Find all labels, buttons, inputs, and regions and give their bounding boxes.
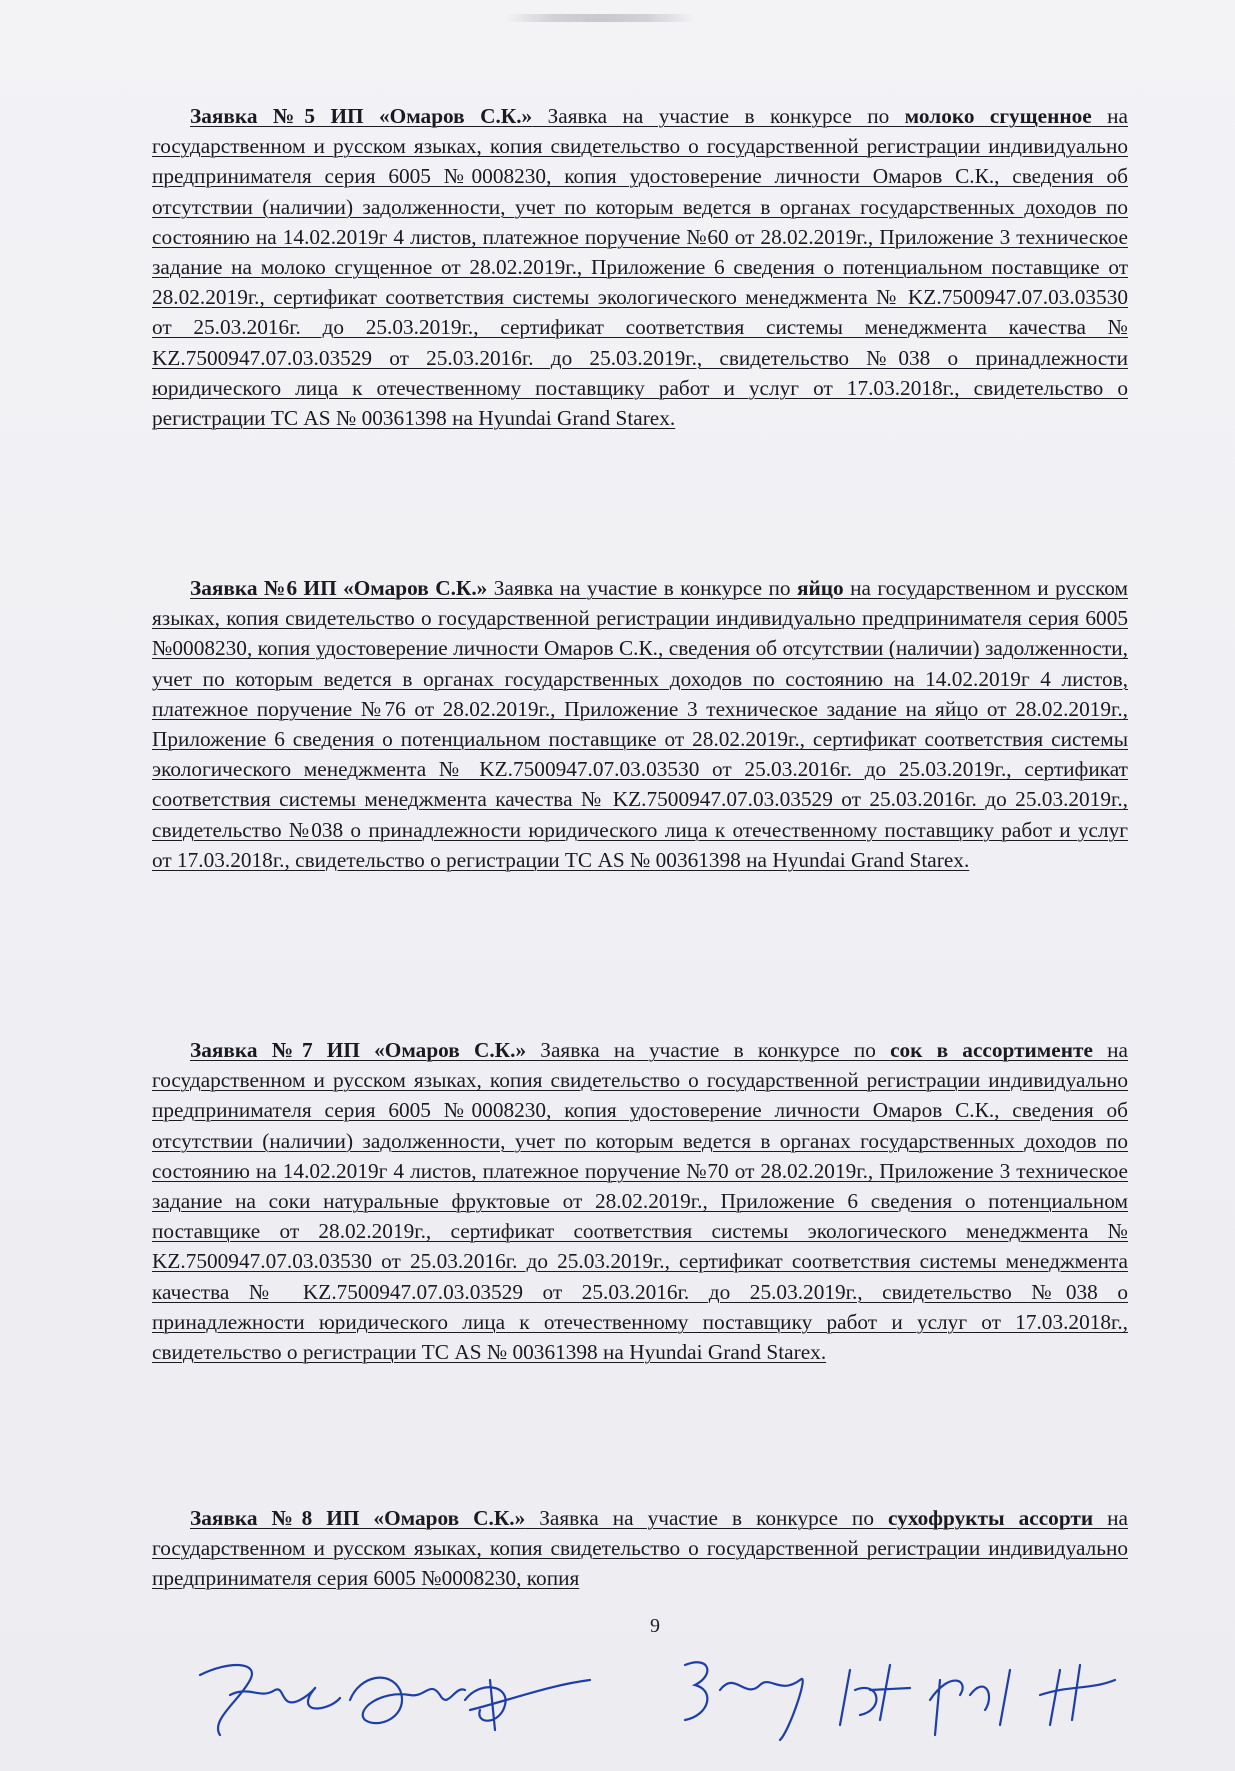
application-paragraph-7 bbox=[152, 1035, 1128, 1367]
application-item: молоко сгущенное bbox=[904, 104, 1092, 128]
application-item: яйцо bbox=[796, 576, 844, 600]
application-label: Заявка №5 ИП «Омаров С.К.» bbox=[190, 104, 533, 128]
application-text: Заявка на участие в конкурсе по bbox=[525, 1506, 888, 1530]
application-text: Заявка на участие в конкурсе по bbox=[487, 576, 797, 600]
application-text: Заявка на участие в конкурсе по bbox=[532, 104, 905, 128]
application-label: Заявка №8 ИП «Омаров С.К.» bbox=[190, 1506, 526, 1530]
signature-5 bbox=[840, 1665, 910, 1725]
application-paragraph-8 bbox=[152, 1503, 1128, 1594]
signature-1 bbox=[200, 1665, 340, 1735]
application-paragraph-5 bbox=[152, 101, 1128, 433]
application-label: Заявка №6 ИП «Омаров С.К.» bbox=[190, 576, 488, 600]
signature-7 bbox=[1040, 1665, 1115, 1725]
scan-mark bbox=[505, 14, 695, 22]
application-text: Заявка на участие в конкурсе по bbox=[526, 1038, 891, 1062]
application-text: на государственном и русском языках, копия свидетельство о государственной регистрации индивидуально предпринимателя серия 6005 №0008230, копия удостоверение личности Омаров С.К., сведения об отсутствии (наличии) задолженности, учет по которым ведется в органах государственных доходов по состоянию на 14.02.2019г 4 листов, платежное поручение №60 от 28.02.2019г., Приложение 3 техническое задание на молоко сгущенное от 28.02.2019г., Приложение 6 сведения о потенциальном поставщике от 28.02.2019г., сертификат соответствия системы экологического менеджмента № KZ.7500947.07.03.03530 от 25.03.2016г. до 25.03.2019г., сертификат соответствия системы менеджмента качества № KZ.7500947.07.03.03529 от 25.03.2016г. до 25.03.2019г., свидетельство №038 о принадлежности юридического лица к отечественному поставщику работ и услуг от 17.03.2018г., свидетельство о регистрации ТС AS № 00361398 на Hyundai Grand Starex. bbox=[152, 104, 1128, 431]
signature-3 bbox=[465, 1680, 590, 1730]
application-paragraph-6 bbox=[152, 573, 1128, 875]
application-text: на государственном и русском языках, копия свидетельство о государственной регистрации индивидуально предпринимателя серия 6005 №0008230, копия bbox=[152, 1506, 1128, 1591]
signatures bbox=[190, 1640, 1150, 1750]
application-label: Заявка №7 ИП «Омаров С.К.» bbox=[190, 1038, 527, 1062]
signature-6 bbox=[930, 1670, 1010, 1735]
application-text: на государственном и русском языках, копия свидетельство о государственной регистрации индивидуально предпринимателя серия 6005 №0008230, копия удостоверение личности Омаров С.К., сведения об отсутствии (наличии) задолженности, учет по которым ведется в органах государственных доходов по состоянию на 14.02.2019г 4 листов, платежное поручение №76 от 28.02.2019г., Приложение 3 техническое задание на яйцо от 28.02.2019г., Приложение 6 сведения о потенциальном поставщике от 28.02.2019г., сертификат соответствия системы экологического менеджмента № KZ.7500947.07.03.03530 от 25.03.2016г. до 25.03.2019г., сертификат соответствия системы менеджмента качества № KZ.7500947.07.03.03529 от 25.03.2016г. до 25.03.2019г., свидетельство №038 о принадлежности юридического лица к отечественному поставщику работ и услуг от 17.03.2018г., свидетельство о регистрации ТС AS № 00361398 на Hyundai Grand Starex. bbox=[152, 576, 1128, 872]
application-item: сок в ассортименте bbox=[890, 1038, 1093, 1062]
page-number: 9 bbox=[650, 1615, 660, 1637]
signature-2 bbox=[350, 1678, 465, 1723]
application-item: сухофрукты ассорти bbox=[888, 1506, 1094, 1530]
application-text: на государственном и русском языках, копия свидетельство о государственной регистрации индивидуально предпринимателя серия 6005 №0008230, копия удостоверение личности Омаров С.К., сведения об отсутствии (наличии) задолженности, учет по которым ведется в органах государственных доходов по состоянию на 14.02.2019г 4 листов, платежное поручение №70 от 28.02.2019г., Приложение 3 техническое задание на соки натуральные фруктовые от 28.02.2019г., Приложение 6 сведения о потенциальном поставщике от 28.02.2019г., сертификат соответствия системы экологического менеджмента № KZ.7500947.07.03.03530 от 25.03.2016г. до 25.03.2019г., сертификат соответствия системы менеджмента качества № KZ.7500947.07.03.03529 от 25.03.2016г. до 25.03.2019г., свидетельство №038 о принадлежности юридического лица к отечественному поставщику работ и услуг от 17.03.2018г., свидетельство о регистрации ТС AS № 00361398 на Hyundai Grand Starex. bbox=[152, 1038, 1128, 1365]
signature-4 bbox=[685, 1662, 803, 1740]
